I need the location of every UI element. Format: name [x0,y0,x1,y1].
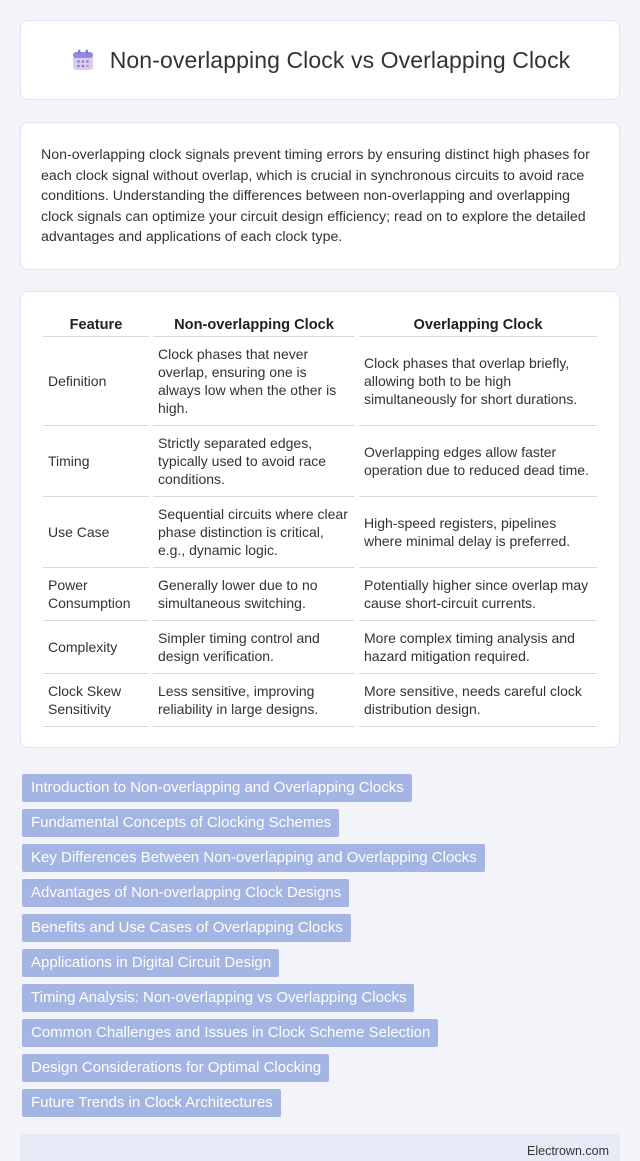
table-row [43,426,597,497]
comparison-table [39,314,601,727]
topic-link[interactable]: Future Trends in Clock Architectures [22,1089,281,1117]
topic-link[interactable]: Applications in Digital Circuit Design [22,949,279,977]
topic-link[interactable]: Benefits and Use Cases of Overlapping Clocks [22,914,351,942]
overlapping-cell: More sensitive, needs careful clock distribution design. [359,674,597,727]
feature-cell: Use Case [43,497,149,568]
feature-cell: Power Consumption [43,568,149,621]
non-overlapping-cell: Generally lower due to no simultaneous switching. [153,568,355,621]
table-row [43,337,597,426]
feature-cell: Definition [43,337,149,426]
topic-link[interactable]: Common Challenges and Issues in Clock Scheme Selection [22,1019,438,1047]
table-row [43,568,597,621]
topic-link[interactable]: Introduction to Non-overlapping and Overlapping Clocks [22,774,412,802]
feature-cell: Complexity [43,621,149,674]
topic-link[interactable]: Fundamental Concepts of Clocking Schemes [22,809,339,837]
header-feature: Feature [43,314,149,337]
topic-link[interactable]: Key Differences Between Non-overlapping and Overlapping Clocks [22,844,485,872]
non-overlapping-cell: Sequential circuits where clear phase distinction is critical, e.g., dynamic logic. [153,497,355,568]
table-row [43,497,597,568]
footer-brand: Electrown.com [527,1143,609,1158]
non-overlapping-cell: Simpler timing control and design verification. [153,621,355,674]
non-overlapping-cell: Less sensitive, improving reliability in large designs. [153,674,355,727]
footer [20,1134,620,1161]
comparison-table-card [20,291,620,748]
topic-list [22,774,620,1117]
non-overlapping-cell: Strictly separated edges, typically used to avoid race conditions. [153,426,355,497]
feature-cell: Clock Skew Sensitivity [43,674,149,727]
topic-link[interactable]: Design Considerations for Optimal Clocking [22,1054,329,1082]
header-overlapping: Overlapping Clock [359,314,597,337]
page-title: Non-overlapping Clock vs Overlapping Clock [109,46,571,73]
table-row [43,621,597,674]
table-header-row [43,314,597,337]
calendar-icon [70,47,96,73]
overlapping-cell: Overlapping edges allow faster operation due to reduced dead time. [359,426,597,497]
header-non-overlapping: Non-overlapping Clock [153,314,355,337]
overlapping-cell: High-speed registers, pipelines where minimal delay is preferred. [359,497,597,568]
feature-cell: Timing [43,426,149,497]
topic-link[interactable]: Advantages of Non-overlapping Clock Designs [22,879,349,907]
overlapping-cell: More complex timing analysis and hazard mitigation required. [359,621,597,674]
title-card [20,20,620,100]
overlapping-cell: Potentially higher since overlap may cause short-circuit currents. [359,568,597,621]
table-row [43,674,597,727]
overlapping-cell: Clock phases that overlap briefly, allowing both to be high simultaneously for short durations. [359,337,597,426]
topic-link[interactable]: Timing Analysis: Non-overlapping vs Overlapping Clocks [22,984,414,1012]
intro-text: Non-overlapping clock signals prevent timing errors by ensuring distinct high phases for each clock signal without overlap, which is crucial in synchronous circuits to avoid race conditions. Understanding the differences between non-overlapping and overlapping clock signals can optimize your circuit design efficiency; read on to explore the detailed advantages and applications of each clock type. [41,147,590,245]
non-overlapping-cell: Clock phases that never overlap, ensuring one is always low when the other is high. [153,337,355,426]
intro-card [20,122,620,270]
